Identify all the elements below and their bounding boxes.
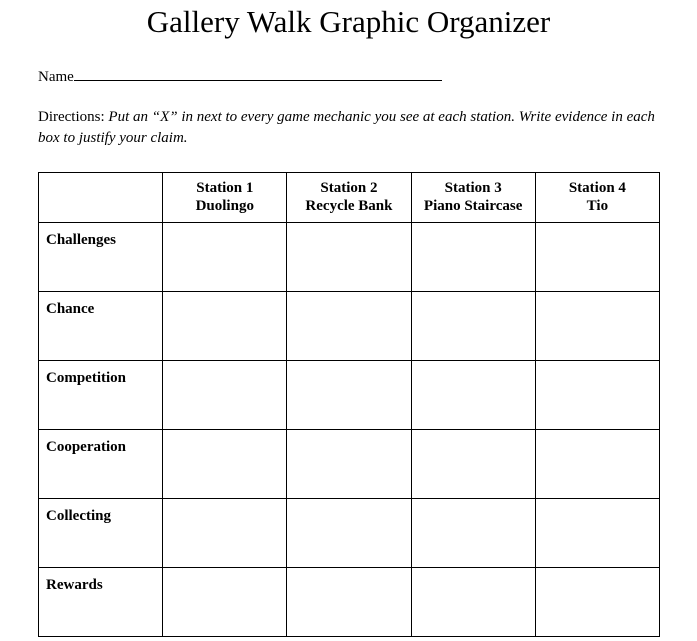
evidence-cell[interactable]: [411, 568, 535, 637]
corner-cell: [39, 173, 163, 223]
evidence-cell[interactable]: [163, 430, 287, 499]
table-row-competition: [39, 361, 660, 430]
table-row-chance: [39, 292, 660, 361]
evidence-cell[interactable]: [411, 361, 535, 430]
table-row-collecting: [39, 499, 660, 568]
directions-label: Directions:: [38, 109, 105, 125]
evidence-cell[interactable]: [411, 499, 535, 568]
page-title: Gallery Walk Graphic Organizer: [146, 4, 551, 39]
evidence-cell[interactable]: [287, 223, 411, 292]
station-name: Piano Staircase: [423, 198, 523, 214]
evidence-cell[interactable]: [535, 430, 659, 499]
evidence-cell[interactable]: [411, 292, 535, 361]
column-header-station-1: [163, 173, 287, 223]
evidence-cell[interactable]: [287, 430, 411, 499]
evidence-cell[interactable]: [411, 430, 535, 499]
evidence-cell[interactable]: [287, 499, 411, 568]
directions: [38, 107, 668, 149]
station-name: Duolingo: [195, 198, 254, 214]
row-label-challenges: Challenges: [39, 223, 163, 292]
column-header-station-3: [411, 173, 535, 223]
evidence-cell[interactable]: [163, 292, 287, 361]
name-label: Name: [38, 69, 74, 85]
station-number: Station 3: [444, 180, 502, 196]
evidence-cell[interactable]: [287, 568, 411, 637]
organizer-table: [38, 172, 660, 637]
header-row: [39, 173, 660, 223]
evidence-cell[interactable]: [411, 223, 535, 292]
table-row-rewards: [39, 568, 660, 637]
directions-text: Put an “X” in next to every game mechanic you see at each station. Write evidence in each box to justify your claim.: [38, 109, 655, 146]
evidence-cell[interactable]: [163, 223, 287, 292]
table-row-challenges: [39, 223, 660, 292]
table-row-cooperation: [39, 430, 660, 499]
evidence-cell[interactable]: [163, 499, 287, 568]
evidence-cell[interactable]: [163, 361, 287, 430]
evidence-cell[interactable]: [535, 568, 659, 637]
station-name: Recycle Bank: [305, 198, 393, 214]
evidence-cell[interactable]: [287, 361, 411, 430]
station-number: Station 4: [568, 180, 626, 196]
evidence-cell[interactable]: [287, 292, 411, 361]
row-label-cooperation: Cooperation: [39, 430, 163, 499]
evidence-cell[interactable]: [535, 223, 659, 292]
row-label-competition: Competition: [39, 361, 163, 430]
evidence-cell[interactable]: [535, 361, 659, 430]
name-blank-line[interactable]: [74, 66, 442, 81]
row-label-chance: Chance: [39, 292, 163, 361]
name-field-row: [38, 66, 442, 86]
column-header-station-2: [287, 173, 411, 223]
station-number: Station 1: [196, 180, 254, 196]
station-number: Station 2: [320, 180, 378, 196]
row-label-collecting: Collecting: [39, 499, 163, 568]
column-header-station-4: [535, 173, 659, 223]
station-name: Tio: [586, 198, 609, 214]
evidence-cell[interactable]: [535, 292, 659, 361]
evidence-cell[interactable]: [535, 499, 659, 568]
row-label-rewards: Rewards: [39, 568, 163, 637]
evidence-cell[interactable]: [163, 568, 287, 637]
